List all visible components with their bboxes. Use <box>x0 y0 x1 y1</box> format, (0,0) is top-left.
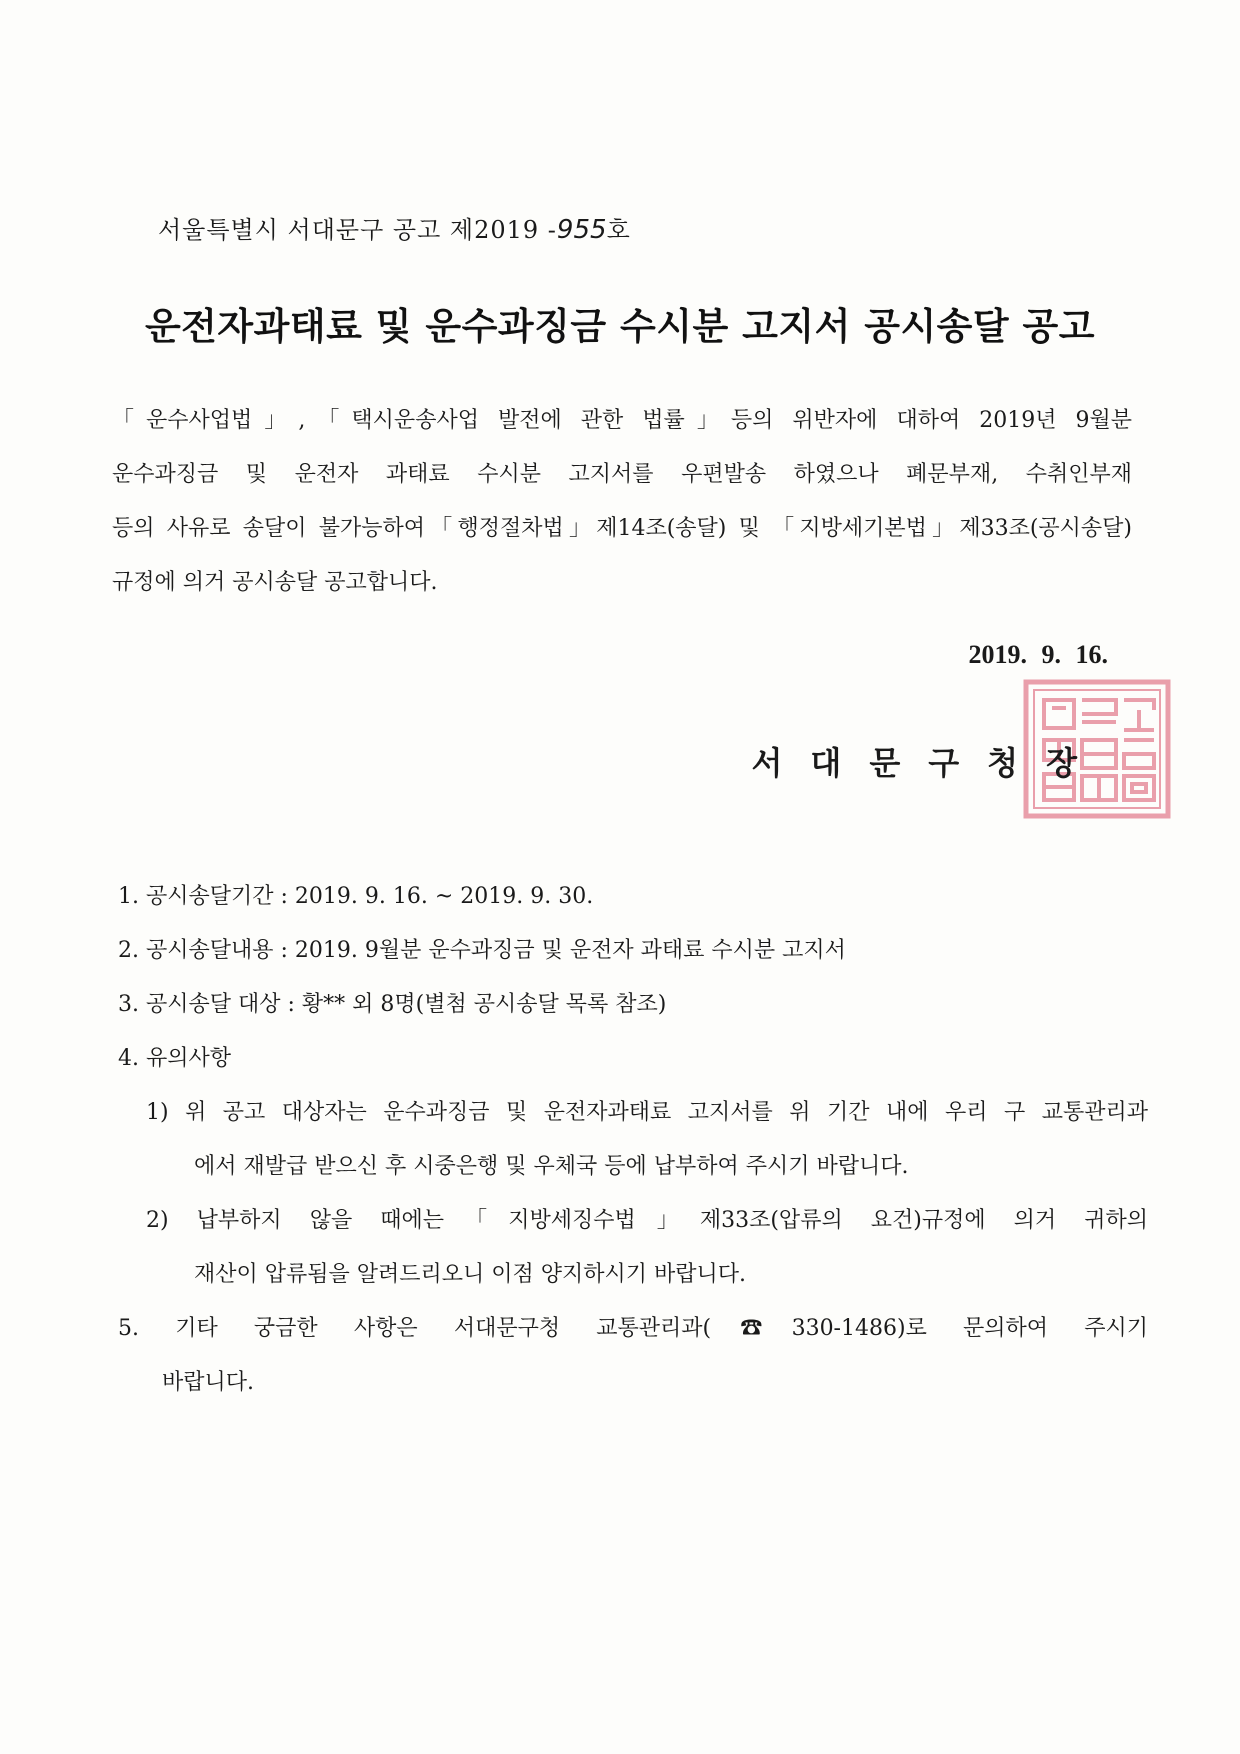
notice-number-suffix: 호 <box>606 216 631 244</box>
note-1-line-2: 에서 재발급 받으신 후 시중은행 및 우체국 등에 납부하여 주시기 바랍니다. <box>194 1154 909 1179</box>
item-note-2-cont <box>118 1248 1148 1302</box>
body-line: 운수과징금 및 운전자 과태료 수시분 고지서를 우편발송 하였으나 폐문부재, 수취인부재 <box>112 462 1132 487</box>
item-notes-heading: 4. 유의사항 <box>118 1046 231 1071</box>
notice-number <box>158 210 631 245</box>
notice-number-prefix: 서울특별시 서대문구 공고 제2019 - <box>158 216 557 244</box>
note-1-line-1: 1) 위 공고 대상자는 운수과징금 및 운전자과태료 고지서를 위 기간 내에 우리 구 교통관리과 <box>146 1100 1148 1125</box>
item-contact <box>118 1302 1148 1356</box>
signer-name: 서대문구청장 <box>751 744 1105 782</box>
handwritten-notice-number: 955 <box>556 215 607 245</box>
notice-date: 2019. 9. 16. <box>968 640 1108 669</box>
item-content: 2. 공시송달내용 : 2019. 9월분 운수과징금 및 운전자 과태료 수시분 고지서 <box>118 938 846 963</box>
note-2-line-1: 2) 납부하지 않을 때에는「지방세징수법」제33조(압류의 요건)규정에 의거 귀하의 <box>146 1208 1148 1233</box>
item-note-1-cont <box>118 1140 1148 1194</box>
item-note-2 <box>118 1194 1148 1248</box>
contact-line-1: 5. 기타 궁금한 사항은 서대문구청 교통관리과(☎330-1486)로 문의하여 주시기 <box>118 1316 1148 1341</box>
item-note-1 <box>118 1086 1148 1140</box>
note-2-line-2: 재산이 압류됨을 알려드리오니 이점 양지하시기 바랍니다. <box>194 1262 747 1287</box>
body-line: 「운수사업법」,「택시운송사업 발전에 관한 법률」등의 위반자에 대하여 2019년 9월분 <box>112 408 1132 433</box>
body-line: 규정에 의거 공시송달 공고합니다. <box>112 570 438 595</box>
notice-items <box>118 870 1148 1410</box>
item-contact-cont <box>118 1356 1148 1410</box>
item-target: 3. 공시송달 대상 : 황** 외 8명(별첨 공시송달 목록 참조) <box>118 992 667 1017</box>
item-period: 1. 공시송달기간 : 2019. 9. 16. ~ 2019. 9. 30. <box>118 884 594 909</box>
notice-body <box>112 394 1132 610</box>
document-title: 운전자과태료 및 운수과징금 수시분 고지서 공시송달 공고 <box>144 305 1096 348</box>
contact-line-2: 바랍니다. <box>162 1370 255 1395</box>
body-line: 등의 사유로 송달이 불가능하여「행정절차법」제14조(송달) 및 「지방세기본법」제33조(공시송달) <box>112 516 1132 541</box>
